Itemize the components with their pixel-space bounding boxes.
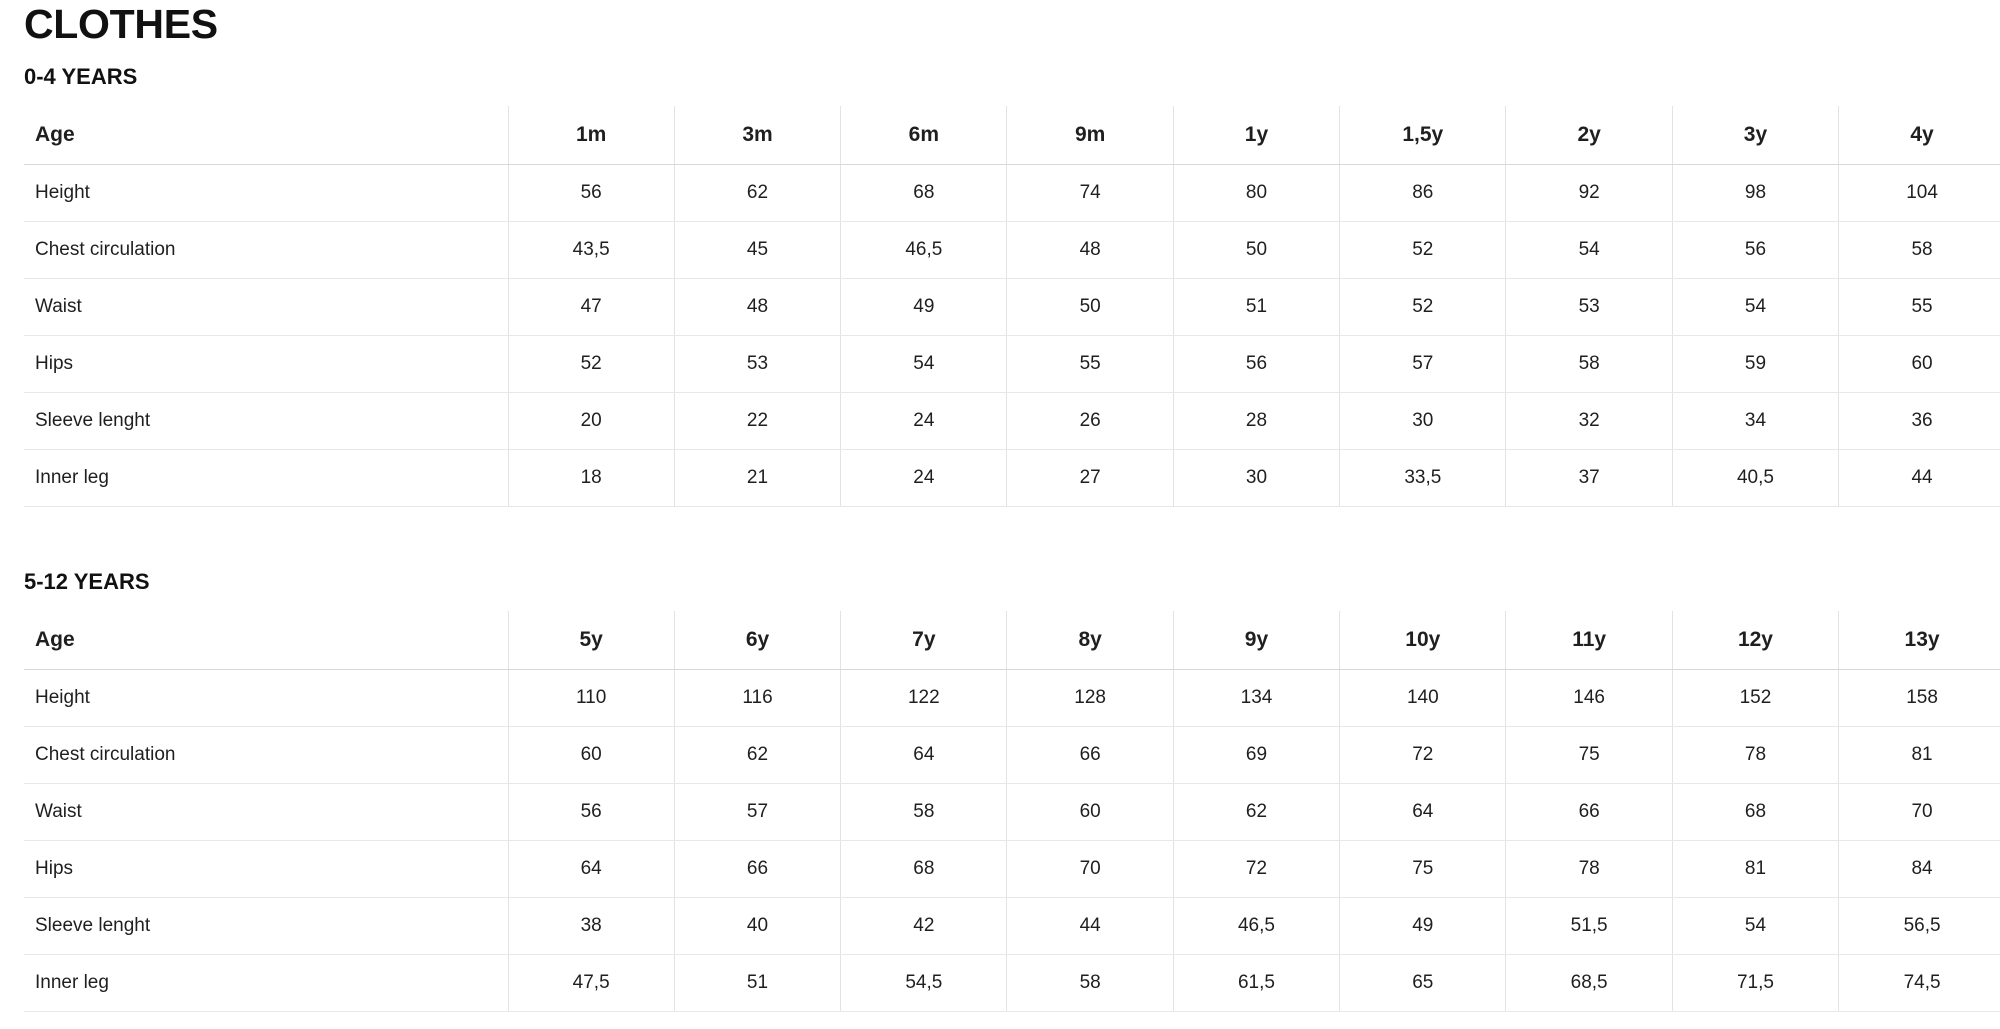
column-header: 7y	[841, 611, 1007, 670]
table-cell: 52	[1340, 222, 1506, 279]
table-cell: 50	[1173, 222, 1339, 279]
table-cell: 60	[1839, 336, 2000, 393]
table-cell: 44	[1839, 450, 2000, 507]
table-cell: 81	[1672, 841, 1838, 898]
table-cell: 57	[1340, 336, 1506, 393]
table-cell: 54	[841, 336, 1007, 393]
table-row	[24, 165, 2000, 222]
row-label: Waist	[24, 784, 508, 841]
table-cell: 36	[1839, 393, 2000, 450]
row-label: Hips	[24, 841, 508, 898]
table-cell: 30	[1340, 393, 1506, 450]
column-header: 9y	[1173, 611, 1339, 670]
table-cell: 47	[508, 279, 674, 336]
table-cell: 68,5	[1506, 955, 1672, 1012]
table-cell: 52	[1340, 279, 1506, 336]
table-cell: 58	[1007, 955, 1173, 1012]
row-label: Sleeve lenght	[24, 898, 508, 955]
table-row	[24, 336, 2000, 393]
column-header: 10y	[1340, 611, 1506, 670]
table-cell: 47,5	[508, 955, 674, 1012]
row-label: Sleeve lenght	[24, 393, 508, 450]
table-cell: 26	[1007, 393, 1173, 450]
section-0-4-years	[0, 62, 2000, 507]
table-cell: 158	[1839, 670, 2000, 727]
table-cell: 34	[1672, 393, 1838, 450]
table-cell: 28	[1173, 393, 1339, 450]
column-header: 1,5y	[1340, 106, 1506, 165]
table-cell: 56	[508, 784, 674, 841]
table-cell: 27	[1007, 450, 1173, 507]
table-cell: 40	[674, 898, 840, 955]
table-cell: 62	[674, 165, 840, 222]
table-cell: 24	[841, 450, 1007, 507]
table-row	[24, 450, 2000, 507]
table-cell: 18	[508, 450, 674, 507]
table-cell: 56,5	[1839, 898, 2000, 955]
table-cell: 56	[1672, 222, 1838, 279]
table-cell: 48	[1007, 222, 1173, 279]
column-header: 8y	[1007, 611, 1173, 670]
column-header: 12y	[1672, 611, 1838, 670]
table-cell: 64	[841, 727, 1007, 784]
table-cell: 44	[1007, 898, 1173, 955]
table-cell: 122	[841, 670, 1007, 727]
column-header: 2y	[1506, 106, 1672, 165]
table-cell: 48	[674, 279, 840, 336]
table-cell: 54,5	[841, 955, 1007, 1012]
table-cell: 53	[674, 336, 840, 393]
table-cell: 37	[1506, 450, 1672, 507]
column-header-age: Age	[24, 106, 508, 165]
table-cell: 104	[1839, 165, 2000, 222]
table-cell: 54	[1672, 898, 1838, 955]
row-label: Height	[24, 165, 508, 222]
table-cell: 66	[1007, 727, 1173, 784]
table-cell: 152	[1672, 670, 1838, 727]
section-heading: 5-12 YEARS	[24, 569, 150, 594]
table-cell: 50	[1007, 279, 1173, 336]
table-cell: 62	[1173, 784, 1339, 841]
table-cell: 38	[508, 898, 674, 955]
column-header: 11y	[1506, 611, 1672, 670]
table-cell: 51,5	[1506, 898, 1672, 955]
row-label: Waist	[24, 279, 508, 336]
table-row	[24, 841, 2000, 898]
table-cell: 128	[1007, 670, 1173, 727]
row-label: Inner leg	[24, 450, 508, 507]
table-cell: 78	[1506, 841, 1672, 898]
table-cell: 71,5	[1672, 955, 1838, 1012]
table-cell: 81	[1839, 727, 2000, 784]
row-label: Height	[24, 670, 508, 727]
section-5-12-years	[0, 567, 2000, 1012]
table-cell: 68	[841, 841, 1007, 898]
table-cell: 140	[1340, 670, 1506, 727]
row-label: Inner leg	[24, 955, 508, 1012]
table-cell: 51	[674, 955, 840, 1012]
table-cell: 75	[1340, 841, 1506, 898]
table-cell: 42	[841, 898, 1007, 955]
table-header-row	[24, 106, 2000, 165]
column-header: 6y	[674, 611, 840, 670]
table-cell: 30	[1173, 450, 1339, 507]
row-label: Chest circulation	[24, 727, 508, 784]
table-cell: 65	[1340, 955, 1506, 1012]
section-spacer	[0, 507, 2000, 553]
table-row	[24, 898, 2000, 955]
column-header-age: Age	[24, 611, 508, 670]
row-label: Chest circulation	[24, 222, 508, 279]
size-table-5-12-years	[24, 611, 2000, 1012]
column-header: 13y	[1839, 611, 2000, 670]
table-cell: 75	[1506, 727, 1672, 784]
table-cell: 74,5	[1839, 955, 2000, 1012]
table-cell: 32	[1506, 393, 1672, 450]
table-cell: 52	[508, 336, 674, 393]
table-cell: 92	[1506, 165, 1672, 222]
table-row	[24, 670, 2000, 727]
table-row	[24, 279, 2000, 336]
table-cell: 54	[1506, 222, 1672, 279]
table-cell: 72	[1173, 841, 1339, 898]
column-header: 3m	[674, 106, 840, 165]
table-header-row	[24, 611, 2000, 670]
table-cell: 20	[508, 393, 674, 450]
table-cell: 56	[1173, 336, 1339, 393]
table-cell: 61,5	[1173, 955, 1339, 1012]
table-row	[24, 222, 2000, 279]
table-cell: 59	[1672, 336, 1838, 393]
table-cell: 58	[841, 784, 1007, 841]
table-cell: 60	[508, 727, 674, 784]
table-cell: 146	[1506, 670, 1672, 727]
table-cell: 55	[1839, 279, 2000, 336]
table-cell: 62	[674, 727, 840, 784]
table-cell: 43,5	[508, 222, 674, 279]
table-cell: 70	[1007, 841, 1173, 898]
row-label: Hips	[24, 336, 508, 393]
column-header: 5y	[508, 611, 674, 670]
table-row	[24, 727, 2000, 784]
table-cell: 54	[1672, 279, 1838, 336]
size-table-0-4-years	[24, 106, 2000, 507]
table-cell: 55	[1007, 336, 1173, 393]
table-cell: 78	[1672, 727, 1838, 784]
table-cell: 22	[674, 393, 840, 450]
table-cell: 53	[1506, 279, 1672, 336]
table-cell: 134	[1173, 670, 1339, 727]
table-cell: 68	[1672, 784, 1838, 841]
table-cell: 70	[1839, 784, 2000, 841]
section-heading: 0-4 YEARS	[24, 64, 138, 89]
table-cell: 51	[1173, 279, 1339, 336]
column-header: 3y	[1672, 106, 1838, 165]
table-cell: 58	[1506, 336, 1672, 393]
table-cell: 98	[1672, 165, 1838, 222]
column-header: 6m	[841, 106, 1007, 165]
column-header: 4y	[1839, 106, 2000, 165]
table-cell: 60	[1007, 784, 1173, 841]
table-cell: 21	[674, 450, 840, 507]
table-cell: 46,5	[1173, 898, 1339, 955]
table-cell: 72	[1340, 727, 1506, 784]
table-cell: 58	[1839, 222, 2000, 279]
table-cell: 33,5	[1340, 450, 1506, 507]
column-header: 1m	[508, 106, 674, 165]
table-cell: 46,5	[841, 222, 1007, 279]
page-title: CLOTHES	[24, 1, 218, 47]
table-cell: 74	[1007, 165, 1173, 222]
table-cell: 57	[674, 784, 840, 841]
table-cell: 66	[674, 841, 840, 898]
table-cell: 116	[674, 670, 840, 727]
table-cell: 66	[1506, 784, 1672, 841]
table-cell: 80	[1173, 165, 1339, 222]
table-row	[24, 955, 2000, 1012]
table-cell: 68	[841, 165, 1007, 222]
table-cell: 110	[508, 670, 674, 727]
table-cell: 45	[674, 222, 840, 279]
table-cell: 64	[1340, 784, 1506, 841]
table-cell: 86	[1340, 165, 1506, 222]
table-cell: 84	[1839, 841, 2000, 898]
table-row	[24, 784, 2000, 841]
table-cell: 49	[1340, 898, 1506, 955]
table-cell: 24	[841, 393, 1007, 450]
column-header: 1y	[1173, 106, 1339, 165]
table-cell: 49	[841, 279, 1007, 336]
table-row	[24, 393, 2000, 450]
column-header: 9m	[1007, 106, 1173, 165]
table-cell: 56	[508, 165, 674, 222]
table-cell: 64	[508, 841, 674, 898]
table-cell: 69	[1173, 727, 1339, 784]
table-cell: 40,5	[1672, 450, 1838, 507]
